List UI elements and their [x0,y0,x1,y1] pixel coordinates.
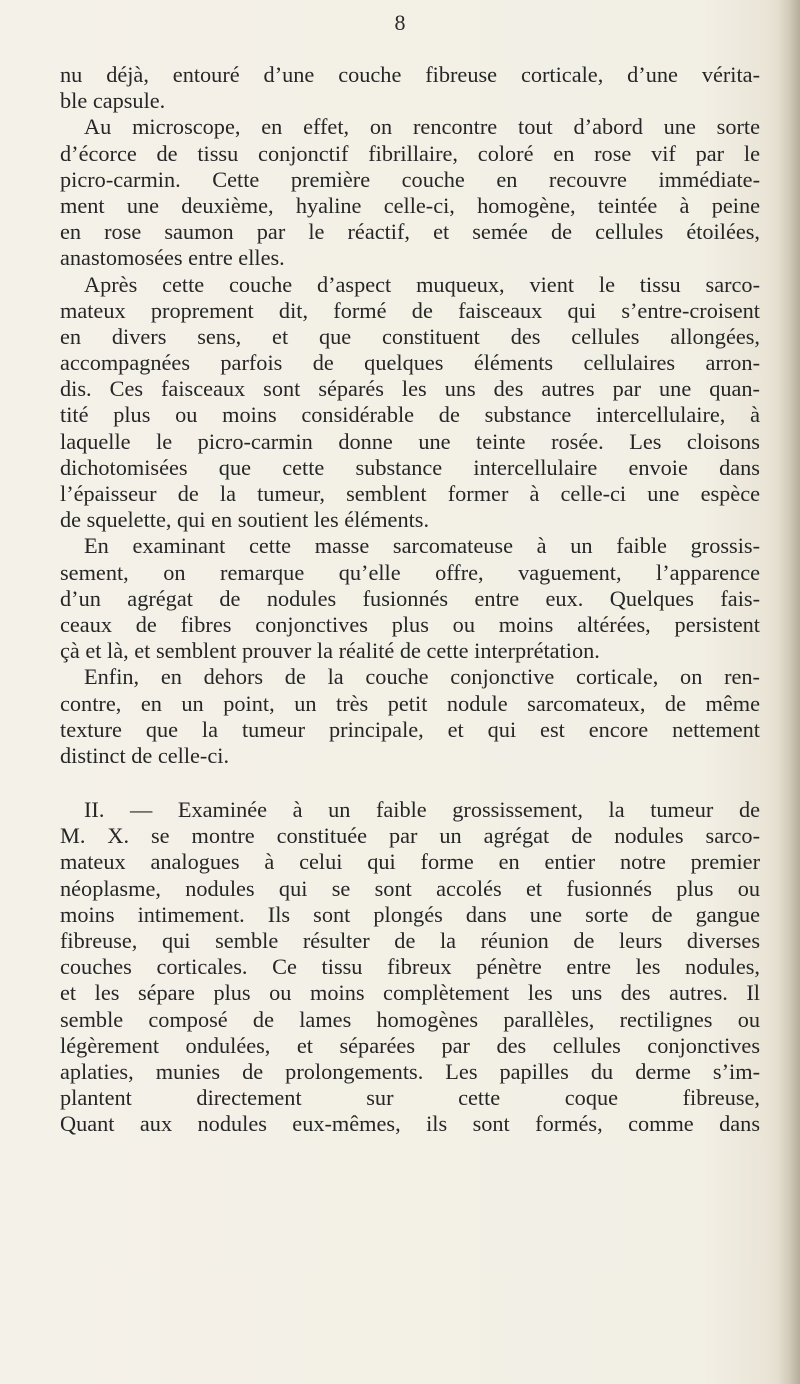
text-line: ble capsule. [60,88,166,114]
text-line: çà et là, et semblent prouver la réalité de cette interprétation. [60,638,600,664]
section-gap [60,769,760,797]
text-line: Au microscope, en effet, on rencontre tout d’abord une sorte [84,114,760,140]
body-text [60,62,760,1138]
page-edge-shadow [778,0,800,1384]
text-line: couches corticales. Ce tissu fibreux pénètre entre les nodules, [60,954,760,980]
text-line: fibreuse, qui semble résulter de la réunion de leurs diverses [60,928,760,953]
page-number: 8 [394,10,406,35]
text-line: ceaux de fibres conjonctives plus ou moins altérées, persistent [60,611,760,637]
text-line: texture que la tumeur principale, et qui est encore nettement [60,716,760,742]
text-line: de squelette, qui en soutient les éléments. [60,507,430,533]
text-line: et les sépare plus ou moins complètement les uns des autres. Il [60,980,760,1006]
text-line: légèrement ondulées, et séparées par des cellules conjonctives [60,1032,760,1058]
text-line: semble composé de lames homogènes parallèles, rectilignes ou [60,1006,760,1032]
text-line: mateux proprement dit, formé de faisceaux qui s’entre-croisent [60,297,760,323]
text-line: Quant aux nodules eux-mêmes, ils sont formés, comme dans [60,1111,760,1137]
paragraph [60,533,760,664]
text-line: En examinant cette masse sarcomateuse à un faible grossis- [84,533,760,559]
text-line: sement, on remarque qu’elle offre, vaguement, l’apparence [60,559,760,585]
text-line: M. X. se montre constituée par un agrégat de nodules sarco- [60,823,760,849]
text-line: néoplasme, nodules qui se sont accolés et fusionnés plus ou [60,875,760,901]
text-line: Après cette couche d’aspect muqueux, vient le tissu sarco- [84,271,760,297]
text-line: moins intimement. Ils sont plongés dans une sorte de gangue [60,901,760,927]
paragraph [60,664,760,769]
text-line: Enfin, en dehors de la couche conjonctive corticale, on ren- [84,664,760,690]
paragraph [60,272,760,534]
text-line: dichotomisées que cette substance intercellulaire envoie dans [60,454,760,480]
text-line: anastomosées entre elles. [60,245,285,271]
text-line: ment une deuxième, hyaline celle-ci, homogène, teintée à peine [60,192,760,218]
text-line: aplaties, munies de prolongements. Les papilles du derme s’im- [60,1058,760,1084]
paragraph [60,62,760,114]
text-line: en rose saumon par le réactif, et semée de cellules étoilées, [60,219,760,245]
text-line: contre, en un point, un très petit nodule sarcomateux, de même [60,690,760,716]
text-line: II. — Examinée à un faible grossissement, la tumeur de [84,797,760,823]
text-line: laquelle le picro-carmin donne une teinte rosée. Les cloisons [60,428,760,454]
text-line: d’un agrégat de nodules fusionnés entre eux. Quelques fais- [60,585,760,611]
paragraph [60,797,760,1137]
text-line: accompagnées parfois de quelques éléments cellulaires arron- [60,350,760,376]
text-line: l’épaisseur de la tumeur, semblent former à celle-ci une espèce [60,481,760,506]
text-line: nu déjà, entouré d’une couche fibreuse corticale, d’une vérita- [60,62,760,87]
text-line: distinct de celle-ci. [60,742,230,768]
text-line: d’écorce de tissu conjonctif fibrillaire, coloré en rose vif par le [60,140,760,166]
text-line: picro-carmin. Cette première couche en recouvre immédiate- [60,166,760,192]
paragraph [60,114,760,271]
text-line: dis. Ces faisceaux sont séparés les uns des autres par une quan- [60,376,760,402]
text-line: en divers sens, et que constituent des cellules allongées, [60,323,760,349]
text-line: plantent directement sur cette coque fibreuse, [60,1085,760,1111]
text-line: mateux analogues à celui qui forme en entier notre premier [60,849,760,875]
text-line: tité plus ou moins considérable de substance intercellulaire, à [60,402,760,428]
